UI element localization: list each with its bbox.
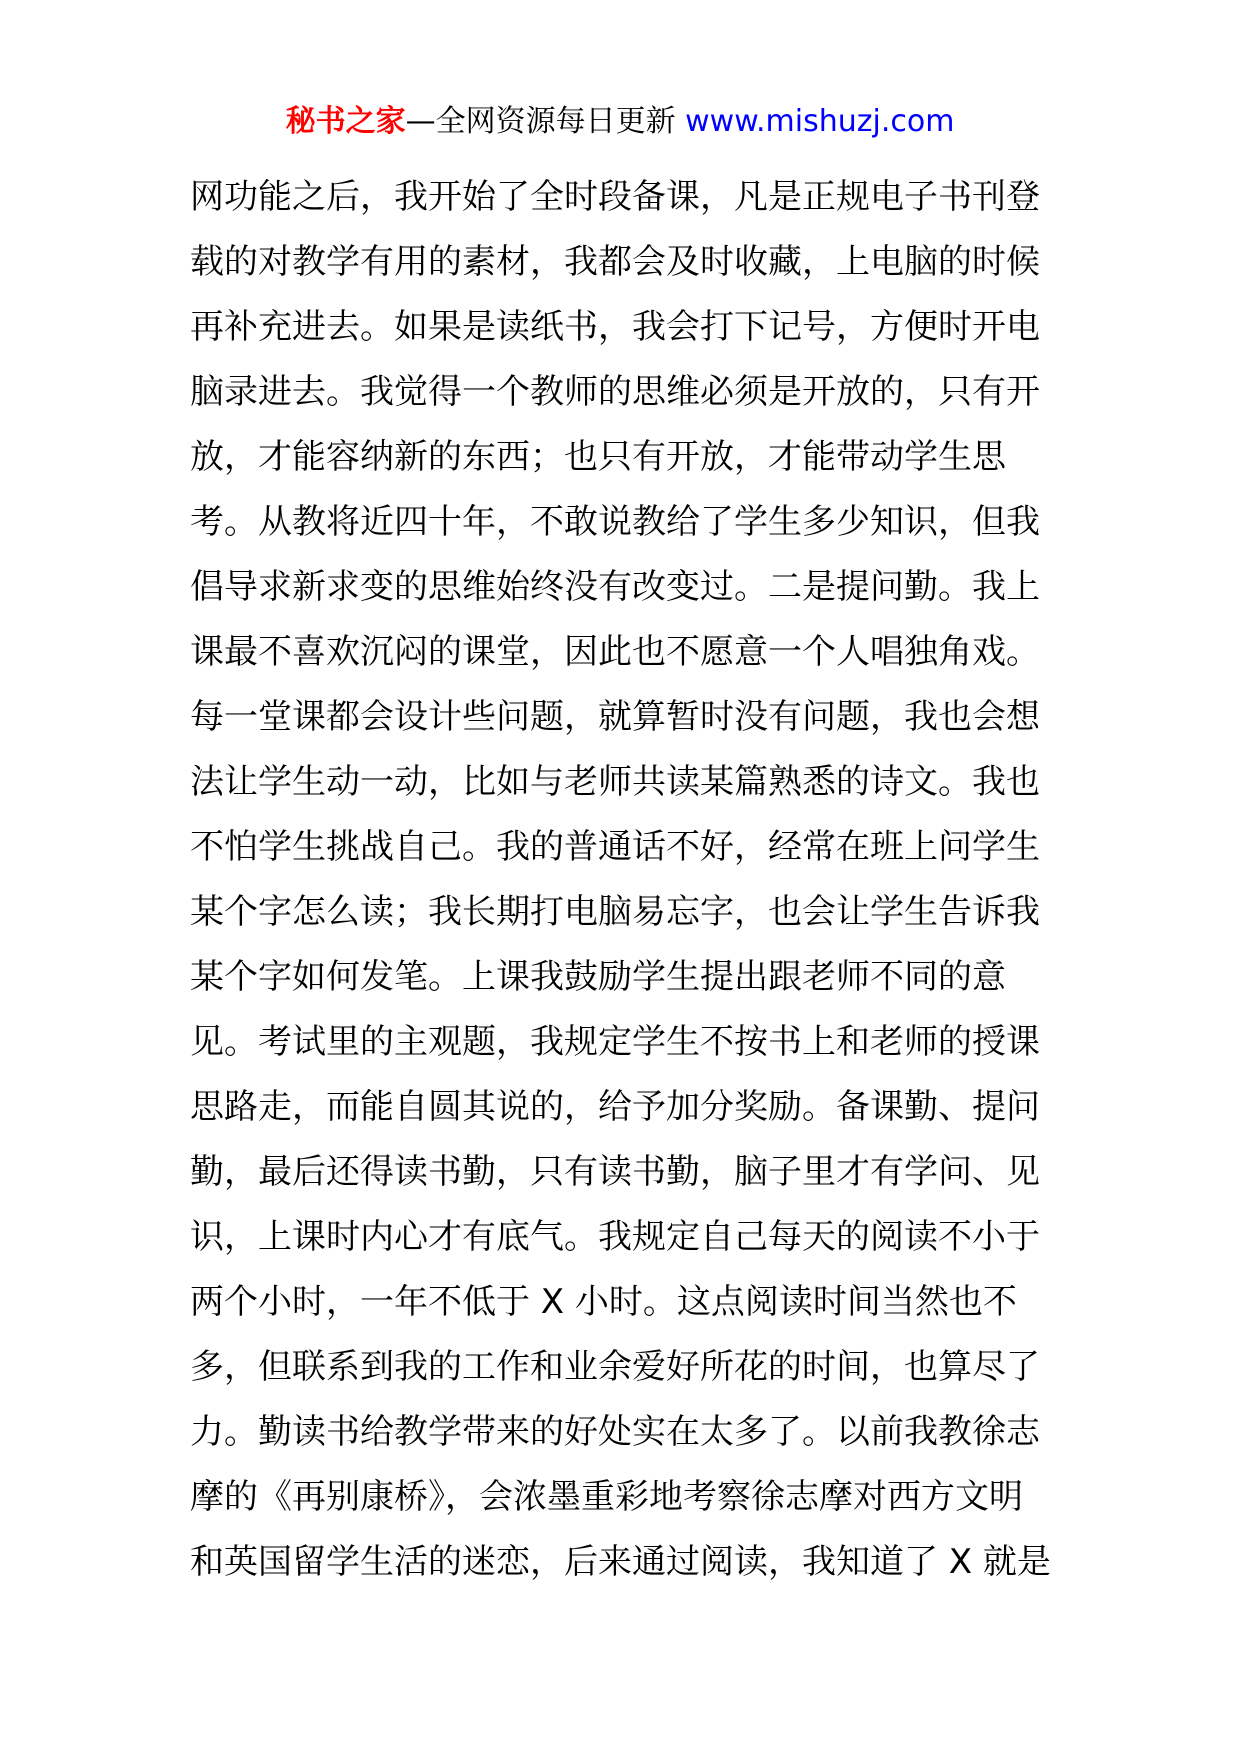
- text-line: 某个字如何发笔。上课我鼓励学生提出跟老师不同的意: [190, 957, 1006, 997]
- text-line: 再补充进去。如果是读纸书，我会打下记号，方便时开电: [190, 307, 1040, 347]
- text-line: 识，上课时内心才有底气。我规定自己每天的阅读不小于: [190, 1217, 1040, 1257]
- text-line: 网功能之后，我开始了全时段备课，凡是正规电子书刊登: [190, 177, 1040, 217]
- text-line: 两个小时，一年不低于 X 小时。这点阅读时间当然也不: [190, 1282, 1017, 1322]
- text-line: 勤，最后还得读书勤，只有读书勤，脑子里才有学问、见: [190, 1152, 1040, 1192]
- document-body: [190, 165, 1070, 1595]
- text-line: 载的对教学有用的素材，我都会及时收藏，上电脑的时候: [190, 242, 1040, 282]
- text-line: 不怕学生挑战自己。我的普通话不好，经常在班上问学生: [190, 827, 1040, 867]
- site-url[interactable]: www.mishuzj.com: [685, 104, 955, 139]
- text-line: 课最不喜欢沉闷的课堂，因此也不愿意一个人唱独角戏。: [190, 632, 1040, 672]
- text-line: 摩的《再别康桥》，会浓墨重彩地考察徐志摩对西方文明: [190, 1477, 1023, 1517]
- text-line: 放，才能容纳新的东西；也只有开放，才能带动学生思: [190, 437, 1006, 477]
- text-line: 见。考试里的主观题，我规定学生不按书上和老师的授课: [190, 1022, 1040, 1062]
- text-line: 和英国留学生活的迷恋，后来通过阅读，我知道了 X 就是: [190, 1542, 1051, 1582]
- site-brand: 秘书之家: [285, 104, 406, 139]
- text-line: 多，但联系到我的工作和业余爱好所花的时间，也算尽了: [190, 1347, 1040, 1387]
- text-line: 每一堂课都会设计些问题，就算暂时没有问题，我也会想: [190, 697, 1040, 737]
- site-tagline: —全网资源每日更新: [405, 104, 676, 139]
- text-line: 法让学生动一动，比如与老师共读某篇熟悉的诗文。我也: [190, 762, 1040, 802]
- text-line: 某个字怎么读；我长期打电脑易忘字，也会让学生告诉我: [190, 892, 1040, 932]
- text-line: 脑录进去。我觉得一个教师的思维必须是开放的，只有开: [190, 372, 1040, 412]
- page-header: [0, 100, 1240, 144]
- text-line: 力。勤读书给教学带来的好处实在太多了。以前我教徐志: [190, 1412, 1040, 1452]
- text-line: 倡导求新求变的思维始终没有改变过。二是提问勤。我上: [190, 567, 1040, 607]
- text-line: 思路走，而能自圆其说的，给予加分奖励。备课勤、提问: [190, 1087, 1040, 1127]
- text-line: 考。从教将近四十年，不敢说教给了学生多少知识，但我: [190, 502, 1040, 542]
